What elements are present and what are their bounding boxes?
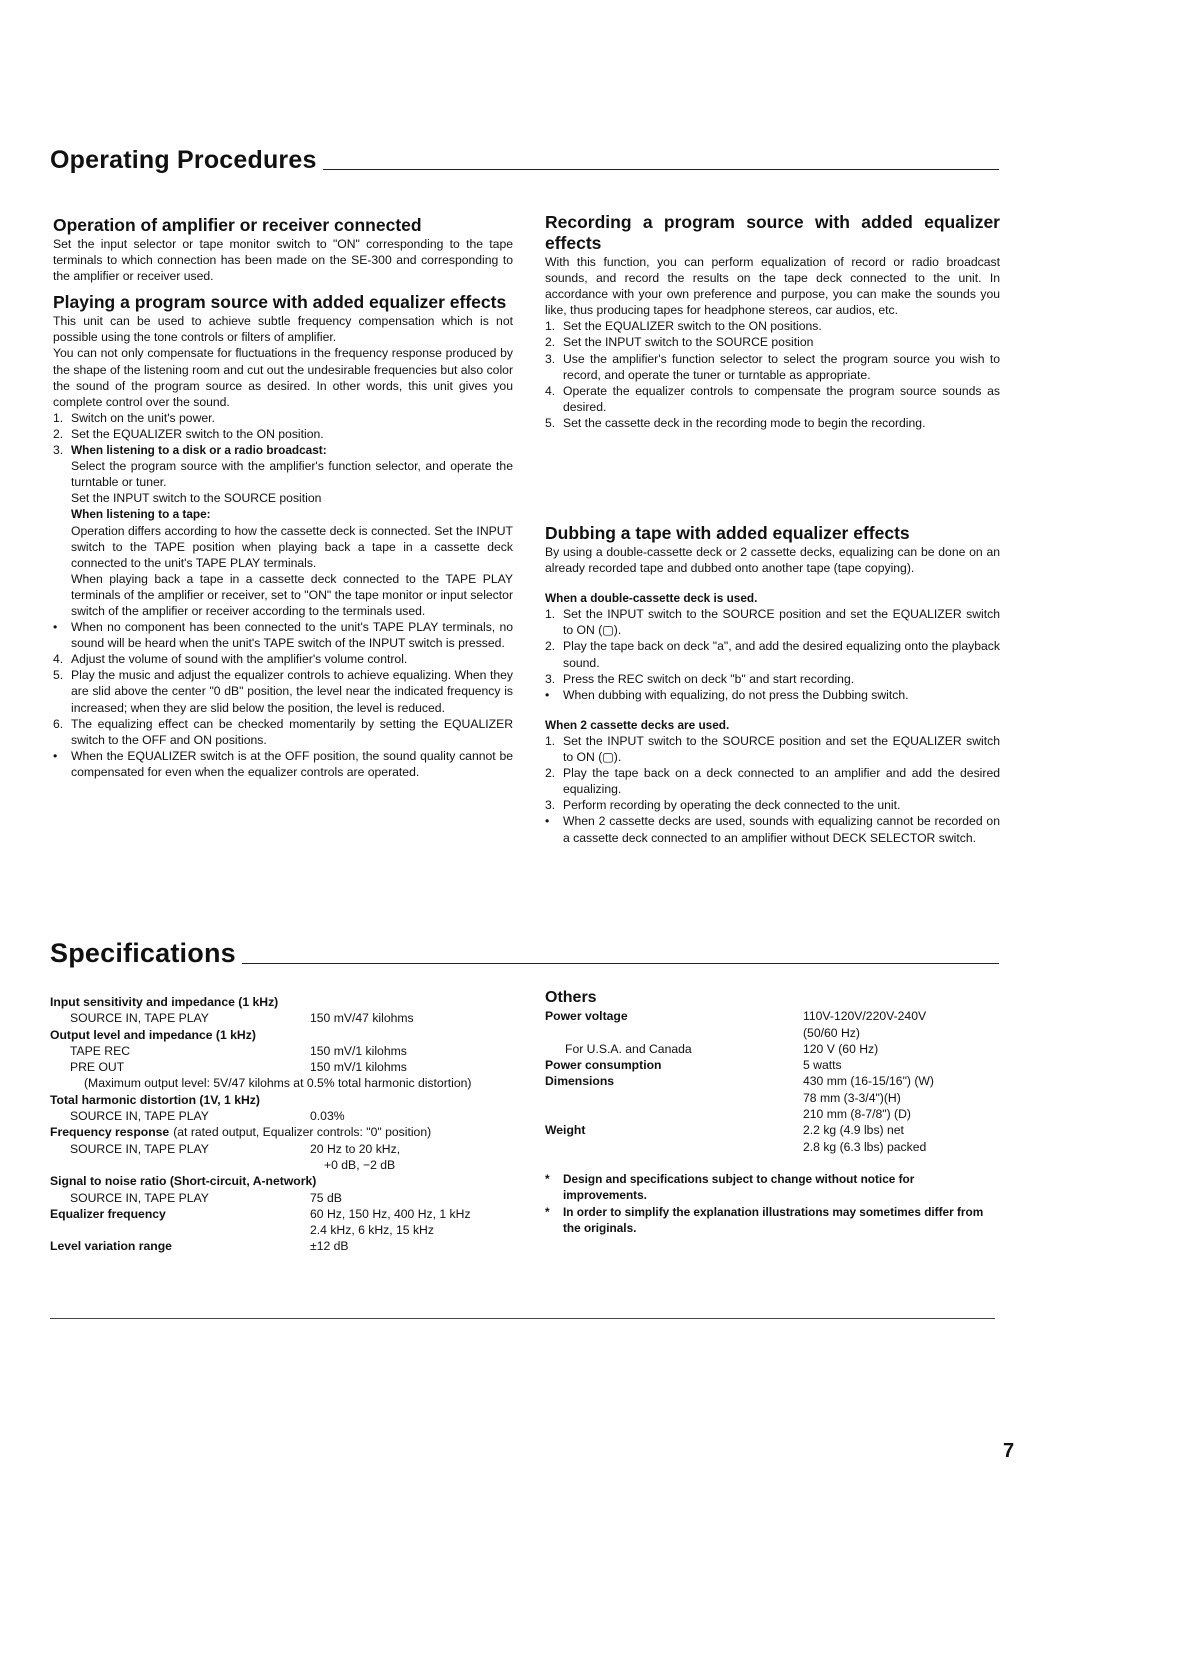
specs-right bbox=[545, 990, 1000, 1236]
thd-key: SOURCE IN, TAPE PLAY bbox=[70, 1109, 209, 1124]
pv-label: Power voltage bbox=[545, 1009, 628, 1024]
note-2: * In order to simplify the explanation illustrations may sometimes differ from the originals. bbox=[545, 1204, 984, 1235]
pc-label: Power consumption bbox=[545, 1058, 662, 1073]
rec-text: With this function, you can perform equalization of record or radio broadcast sounds, and record the results on the tape deck connected to the unit. In accordance with your own preference and purpose, you can make the sounds you like, thus producing tapes for headphone stereos, car audios, etc. bbox=[545, 255, 1000, 318]
rec-step-3: 3. Use the amplifier's function selector to select the program source you wish to record, and operate the tuner or turntable as appropriate. bbox=[545, 351, 1000, 382]
freq-label: Frequency response bbox=[50, 1125, 170, 1140]
step-2: 2. Set the EQUALIZER switch to the ON position. bbox=[53, 426, 324, 441]
two-step-1: 1. Set the INPUT switch to the SOURCE position and set the EQUALIZER switch to ON (▢). bbox=[545, 733, 1000, 765]
step-3-c: Operation differs according to how the cassette deck is connected. Set the INPUT switch to the TAPE position when playing back a tape in a cassette deck connected to the unit's TAPE PLAY terminals. bbox=[71, 523, 513, 570]
dim-value-3: 210 mm (8-7/8") (D) bbox=[803, 1107, 911, 1122]
snr-row bbox=[50, 1190, 520, 1206]
step-3-a: Select the program source with the amplifier's function selector, and operate the turntable or tuner. bbox=[71, 459, 513, 490]
dub-title: Dubbing a tape with added equalizer effects bbox=[545, 523, 910, 543]
wt-label: Weight bbox=[545, 1123, 586, 1138]
preout-row bbox=[50, 1059, 520, 1075]
usa-key: For U.S.A. and Canada bbox=[565, 1041, 692, 1056]
rec-title: Recording a program source with added equalizer effects bbox=[545, 212, 1000, 253]
usa-row bbox=[545, 1041, 1000, 1057]
pv-value-1: 110V-120V/220V-240V bbox=[803, 1009, 927, 1024]
pv-row bbox=[545, 1008, 1000, 1024]
step-5: 5. Play the music and adjust the equalizer controls to achieve equalizing. When they are slid above the center "0 dB" position, the level near the indicated frequency is increased; when they are slid below the position, the level is reduced. bbox=[53, 668, 513, 715]
operating-title: Operating Procedures bbox=[50, 146, 317, 174]
dim-label: Dimensions bbox=[545, 1074, 615, 1089]
snr-value: 75 dB bbox=[310, 1190, 342, 1205]
preout-key: PRE OUT bbox=[70, 1060, 125, 1075]
dim-value-2: 78 mm (3-3/4")(H) bbox=[803, 1090, 901, 1105]
amp-title: Operation of amplifier or receiver connected bbox=[53, 215, 422, 235]
usa-value: 120 V (60 Hz) bbox=[803, 1041, 879, 1056]
eqf-value-1: 60 Hz, 150 Hz, 400 Hz, 1 kHz bbox=[310, 1206, 471, 1221]
pc-row bbox=[545, 1057, 1000, 1073]
wt-value-1: 2.2 kg (4.9 lbs) net bbox=[803, 1123, 904, 1138]
dub-step-1: 1. Set the INPUT switch to the SOURCE position and set the EQUALIZER switch to ON (▢). bbox=[545, 607, 1000, 638]
step-3: 3. When listening to a disk or a radio broadcast: bbox=[53, 443, 327, 458]
rec-step-5: 5. Set the cassette deck in the recording mode to begin the recording. bbox=[545, 415, 926, 430]
step-1: 1. Switch on the unit's power. bbox=[53, 410, 215, 425]
preout-value: 150 mV/1 kilohms bbox=[310, 1060, 407, 1075]
right-column bbox=[545, 212, 1000, 431]
eqf-value-2: 2.4 kHz, 6 kHz, 15 kHz bbox=[310, 1223, 434, 1238]
page-number: 7 bbox=[1003, 1440, 1015, 1462]
wt-row bbox=[545, 1122, 1000, 1138]
input-row bbox=[50, 1010, 520, 1026]
freq-value-1: 20 Hz to 20 kHz, bbox=[310, 1141, 401, 1156]
dub-bullet: • When dubbing with equalizing, do not press the Dubbing switch. bbox=[545, 687, 909, 702]
others-title: Others bbox=[545, 989, 597, 1006]
step-3-tape-head: When listening to a tape: bbox=[71, 507, 211, 522]
two-step-2: 2. Play the tape back on a deck connected to an amplifier and add the desired equalizing. bbox=[545, 766, 1000, 797]
lvr-row bbox=[50, 1238, 520, 1254]
pv-value-2: (50/60 Hz) bbox=[803, 1025, 860, 1040]
left-column bbox=[53, 215, 513, 780]
step-6: 6. The equalizing effect can be checked momentarily by setting the EQUALIZER switch to the OFF and ON positions. bbox=[53, 716, 513, 747]
input-key: SOURCE IN, TAPE PLAY bbox=[70, 1011, 209, 1026]
play-p2: You can not only compensate for fluctuations in the frequency response produced by the shape of the listening room and cut out the undesirable frequencies but also color the sound of the program source as desired. In other words, this unit gives you complete control over the sound. bbox=[53, 346, 513, 409]
thd-row bbox=[50, 1108, 520, 1124]
thd-value: 0.03% bbox=[310, 1109, 345, 1124]
freq-value-2: +0 dB, −2 dB bbox=[324, 1157, 396, 1172]
rec-step-4: 4. Operate the equalizer controls to compensate the program source sounds as desired. bbox=[545, 383, 1000, 414]
step-3-b: Set the INPUT switch to the SOURCE position bbox=[71, 491, 322, 506]
output-label: Output level and impedance (1 kHz) bbox=[50, 1027, 256, 1042]
specs-title: Specifications bbox=[50, 938, 236, 968]
taperec-value: 150 mV/1 kilohms bbox=[310, 1043, 407, 1058]
play-title: Playing a program source with added equalizer effects bbox=[53, 292, 507, 313]
specs-rule bbox=[242, 963, 999, 964]
step-4: 4. Adjust the volume of sound with the amplifier's volume control. bbox=[53, 652, 408, 667]
rec-step-1: 1. Set the EQUALIZER switch to the ON positions. bbox=[545, 319, 822, 334]
snr-key: SOURCE IN, TAPE PLAY bbox=[70, 1190, 209, 1205]
two-bullet: • When 2 cassette decks are used, sounds with equalizing cannot be recorded on a cassette deck connected to an amplifier without DECK SELECTOR switch. bbox=[545, 814, 1000, 845]
freq-label-row bbox=[50, 1124, 520, 1140]
max-output-note: (Maximum output level: 5V/47 kilohms at 0.5% total harmonic distortion) bbox=[84, 1076, 472, 1091]
dub-text: By using a double-cassette deck or 2 cassette decks, equalizing can be done on an already recorded tape and dubbed onto another tape (tape copying). bbox=[545, 545, 1000, 576]
play-p1: This unit can be used to achieve subtle frequency compensation which is not possible using the tone controls or filters of amplifier. bbox=[53, 314, 513, 345]
specs-header bbox=[50, 938, 999, 969]
double-deck-head: When a double-cassette deck is used. bbox=[545, 591, 758, 606]
bullet-2: • When the EQUALIZER switch is at the OFF position, the sound quality cannot be compensated for even when the equalizer controls are operated. bbox=[53, 748, 513, 779]
dim-value-1: 430 mm (16-15/16") (W) bbox=[803, 1074, 934, 1089]
operating-header bbox=[50, 146, 999, 175]
two-step-3: 3. Perform recording by operating the deck connected to the unit. bbox=[545, 798, 901, 813]
taperec-row bbox=[50, 1043, 520, 1059]
eqf-row bbox=[50, 1206, 520, 1222]
specs-left bbox=[50, 994, 520, 1255]
dim-row bbox=[545, 1073, 1000, 1089]
rec-step-2: 2. Set the INPUT switch to the SOURCE position bbox=[545, 335, 814, 350]
input-value: 150 mV/47 kilohms bbox=[310, 1011, 414, 1026]
lvr-value: ±12 dB bbox=[310, 1239, 349, 1254]
header-rule bbox=[323, 169, 999, 170]
step-3-d: When playing back a tape in a cassette deck connected to the TAPE PLAY terminals of the amplifier or receiver, set to "ON" the tape monitor or input selector switch of the amplifier or receiver according to the terminals used. bbox=[71, 571, 513, 618]
eqf-label: Equalizer frequency bbox=[50, 1206, 166, 1221]
wt-value-2: 2.8 kg (6.3 lbs) packed bbox=[803, 1139, 927, 1154]
thd-label: Total harmonic distortion (1V, 1 kHz) bbox=[50, 1092, 260, 1107]
snr-label: Signal to noise ratio (Short-circuit, A-network) bbox=[50, 1174, 317, 1189]
freq-key: SOURCE IN, TAPE PLAY bbox=[70, 1141, 209, 1156]
lvr-label: Level variation range bbox=[50, 1239, 172, 1254]
bottom-rule bbox=[50, 1318, 995, 1319]
note-1: * Design and specifications subject to change without notice for improvements. bbox=[545, 1171, 915, 1203]
dub-step-3: 3. Press the REC switch on deck "b" and start recording. bbox=[545, 671, 855, 686]
dub-step-2: 2. Play the tape back on deck "a", and add the desired equalizing onto the playback sound. bbox=[545, 639, 1000, 670]
amp-text: Set the input selector or tape monitor switch to "ON" corresponding to the tape terminals to which connection has been made on the SE-300 and corresponding to the amplifier or receiver used. bbox=[53, 237, 513, 284]
taperec-key: TAPE REC bbox=[70, 1043, 131, 1058]
input-label: Input sensitivity and impedance (1 kHz) bbox=[50, 995, 279, 1009]
two-deck-head: When 2 cassette decks are used. bbox=[545, 717, 730, 732]
freq-note: (at rated output, Equalizer controls: "0" position) bbox=[173, 1125, 432, 1140]
bullet-1: • When no component has been connected to the unit's TAPE PLAY terminals, no sound will be heard when the unit's TAPE switch of the INPUT switch is pressed. bbox=[53, 620, 513, 651]
dubbing-block bbox=[545, 523, 1000, 846]
freq-row bbox=[50, 1141, 520, 1157]
pc-value: 5 watts bbox=[803, 1058, 842, 1073]
